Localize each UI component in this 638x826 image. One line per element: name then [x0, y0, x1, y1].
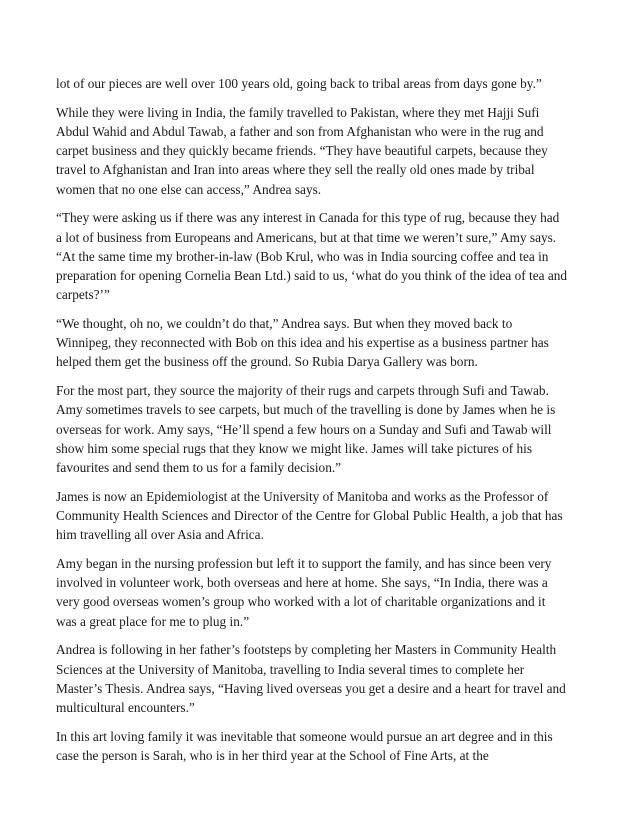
paragraph: James is now an Epidemiologist at the University of Manitoba and works as the Professor of Community Health Sciences and Director of the Centre for Global Public Health, a job that has him travelling all over Asia and Africa.: [56, 488, 563, 543]
paragraph: “They were asking us if there was any interest in Canada for this type of rug, because they had a lot of business from Europeans and Americans, but at that time we weren’t sure,” Amy says. “At the same time my brother-in-law (Bob Krul, who was in India sourcing coffee and tea in preparation for opening Cornelia Bean Ltd.) said to us, ‘what do you think of the idea of tea and carpets?’”: [56, 210, 568, 303]
article-body: [56, 74, 568, 775]
paragraph: “We thought, oh no, we couldn’t do that,” Andrea says. But when they moved back to Winnipeg, they reconnected with Bob on this idea and his expertise as a business partner has helped them get the business off the ground. So Rubia Darya Gallery was born.: [56, 316, 549, 370]
paragraph: Amy began in the nursing profession but left it to support the family, and has since been very involved in volunteer work, both overseas and here at home. She says, “In India, there was a very good overseas women’s group who worked with a lot of charitable organizations and it was a great place for me to plug in.”: [56, 556, 552, 629]
paragraph: For the most part, they source the majority of their rugs and carpets through Sufi and Tawab. Amy sometimes travels to see carpets, but much of the travelling is done by James when he is overseas for work. Amy says, “He’ll spend a few hours on a Sunday and Sufi and Tawab will show him some special rugs that they know we might like. James will take pictures of his favourites and send them to us for a family decision.”: [56, 383, 556, 476]
paragraph: lot of our pieces are well over 100 years old, going back to tribal areas from days gone by.”: [56, 76, 542, 91]
paragraph: Andrea is following in her father’s footsteps by completing her Masters in Community Health Sciences at the University of Manitoba, travelling to India several times to complete her Master’s Thesis. Andrea says, “Having lived overseas you get a desire and a heart for travel and multicultural encounters.”: [56, 642, 566, 716]
paragraph: In this art loving family it was inevitable that someone would pursue an art degree and in this case the person is Sarah, who is in her third year at the School of Fine Arts, at the: [56, 728, 553, 764]
paragraph: While they were living in India, the family travelled to Pakistan, where they met Hajji Sufi Abdul Wahid and Abdul Tawab, a father and son from Afghanistan who were in the rug and carpet business and they quickly became friends. “They have beautiful carpets, because they travel to Afghanistan and Iran into areas where they sell the really old ones made by tribal women that no one else can access,” Andrea says.: [56, 104, 548, 197]
